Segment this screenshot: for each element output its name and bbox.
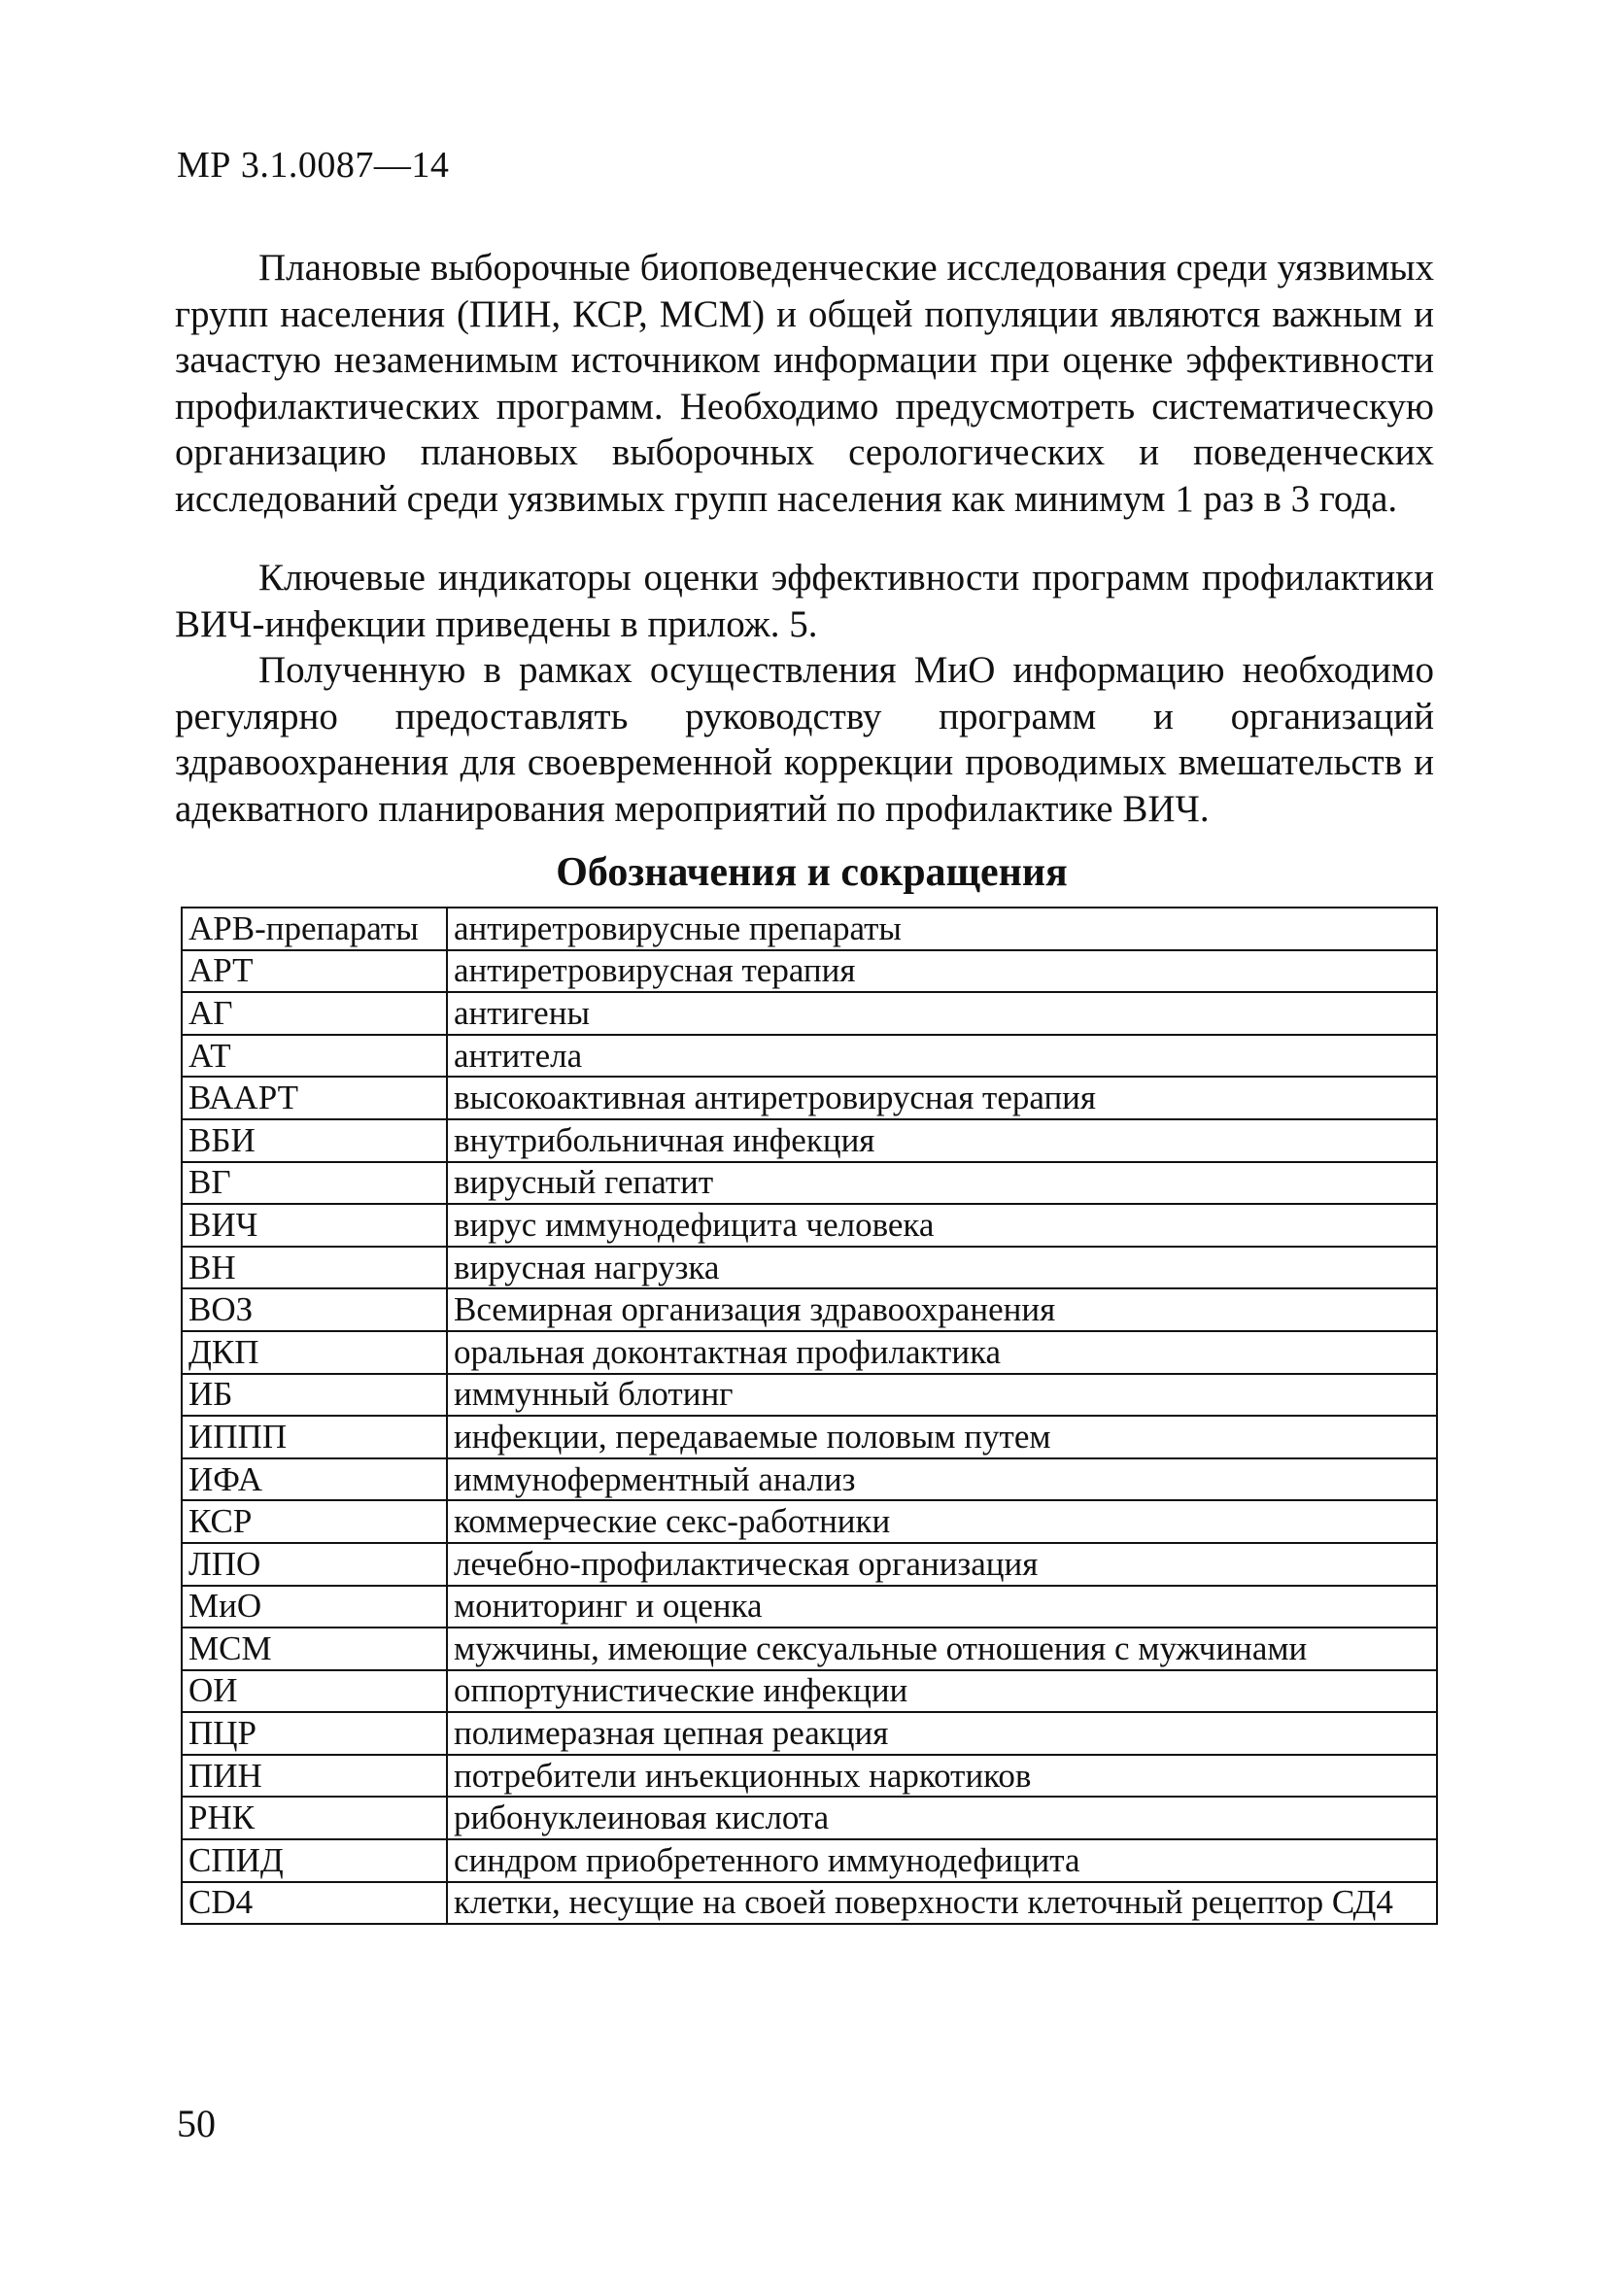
table-row (182, 1288, 1437, 1331)
abbreviation-term: ВИЧ (182, 1204, 447, 1247)
abbreviation-term: МСМ (182, 1628, 447, 1670)
abbreviation-definition: антиретровирусные препараты (447, 908, 1437, 950)
page-number: 50 (177, 2102, 216, 2145)
abbreviation-term: ВН (182, 1247, 447, 1289)
table-row (182, 1035, 1437, 1078)
table-row (182, 1119, 1437, 1162)
table-row (182, 992, 1437, 1035)
abbreviation-definition: рибонуклеиновая кислота (447, 1797, 1437, 1839)
abbreviation-term: ДКП (182, 1331, 447, 1374)
abbreviation-term: ОИ (182, 1670, 447, 1713)
paragraph-indicators: Ключевые индикаторы оценки эффективности программ профилактики ВИЧ-инфекции приведены в прилож. 5. (175, 557, 1434, 645)
table-row (182, 1458, 1437, 1501)
abbreviation-definition: лечебно-профилактическая организация (447, 1543, 1437, 1586)
abbreviation-definition: мужчины, имеющие сексуальные отношения с мужчинами (447, 1628, 1437, 1670)
abbreviation-definition: высокоактивная антиретровирусная терапия (447, 1077, 1437, 1119)
abbreviation-definition: синдром приобретенного иммунодефицита (447, 1839, 1437, 1882)
table-row (182, 1882, 1437, 1925)
abbreviation-definition: антигены (447, 992, 1437, 1035)
abbreviation-term: ВААРТ (182, 1077, 447, 1119)
abbreviation-term: ВГ (182, 1162, 447, 1205)
abbreviation-definition: клетки, несущие на своей поверхности клеточный рецептор СД4 (447, 1882, 1437, 1925)
abbreviation-term: ВОЗ (182, 1288, 447, 1331)
abbreviation-term: ЛПО (182, 1543, 447, 1586)
paragraph-reporting: Полученную в рамках осуществления МиО информацию необходимо регулярно предоставлять руководству программ и организаций здравоохранения для своевременной коррекции проводимых вмешательств и адекватного планирования мероприятий по профилактике ВИЧ. (175, 649, 1434, 830)
abbreviation-definition: вирус иммунодефицита человека (447, 1204, 1437, 1247)
abbreviation-definition: иммуноферментный анализ (447, 1458, 1437, 1501)
abbreviation-definition: Всемирная организация здравоохранения (447, 1288, 1437, 1331)
abbreviation-term: РНК (182, 1797, 447, 1839)
abbreviation-term: АТ (182, 1035, 447, 1078)
abbreviation-definition: мониторинг и оценка (447, 1586, 1437, 1628)
table-row (182, 1755, 1437, 1798)
table-row (182, 908, 1437, 950)
table-row (182, 1670, 1437, 1713)
table-row (182, 950, 1437, 993)
abbreviation-definition: иммунный блотинг (447, 1374, 1437, 1417)
table-row (182, 1162, 1437, 1205)
abbreviation-definition: потребители инъекционных наркотиков (447, 1755, 1437, 1798)
abbreviation-definition: инфекции, передаваемые половым путем (447, 1416, 1437, 1458)
abbreviations-table-body (182, 908, 1437, 1924)
table-row (182, 1586, 1437, 1628)
abbreviation-term: ПЦР (182, 1712, 447, 1755)
table-row (182, 1712, 1437, 1755)
abbreviation-definition: коммерческие секс-работники (447, 1500, 1437, 1543)
abbreviation-definition: антитела (447, 1035, 1437, 1078)
abbreviation-term: ВБИ (182, 1119, 447, 1162)
abbreviation-definition: оральная доконтактная профилактика (447, 1331, 1437, 1374)
abbreviation-definition: антиретровирусная терапия (447, 950, 1437, 993)
table-row (182, 1797, 1437, 1839)
table-row (182, 1839, 1437, 1882)
abbreviation-definition: оппортунистические инфекции (447, 1670, 1437, 1713)
abbreviation-term: МиО (182, 1586, 447, 1628)
table-row (182, 1543, 1437, 1586)
section-title: Обозначения и сокращения (556, 850, 1068, 895)
paragraph-surveys: Плановые выборочные биоповеденческие исследования среди уязвимых групп населения (ПИН, КСР, МСМ) и общей популяции являются важным и зачастую незаменимым источником информации при оценке эффективности профилактических программ. Необходимо предусмотреть систематическую организацию плановых выборочных серологических и поведенческих исследований среди уязвимых групп населения как минимум 1 раз в 3 года. (175, 247, 1434, 520)
table-row (182, 1247, 1437, 1289)
abbreviation-definition: вирусная нагрузка (447, 1247, 1437, 1289)
table-row (182, 1416, 1437, 1458)
abbreviation-term: ИППП (182, 1416, 447, 1458)
abbreviation-definition: вирусный гепатит (447, 1162, 1437, 1205)
abbreviation-term: ПИН (182, 1755, 447, 1798)
table-row (182, 1500, 1437, 1543)
table-row (182, 1204, 1437, 1247)
abbreviation-term: СПИД (182, 1839, 447, 1882)
abbreviation-term: ИФА (182, 1458, 447, 1501)
abbreviation-definition: внутрибольничная инфекция (447, 1119, 1437, 1162)
abbreviation-term: КСР (182, 1500, 447, 1543)
table-row (182, 1077, 1437, 1119)
abbreviations-table (181, 907, 1438, 1925)
abbreviation-term: АРВ-препараты (182, 908, 447, 950)
doc-code: МР 3.1.0087—14 (177, 145, 450, 186)
table-row (182, 1331, 1437, 1374)
abbreviation-term: АГ (182, 992, 447, 1035)
abbreviation-term: ИБ (182, 1374, 447, 1417)
table-row (182, 1374, 1437, 1417)
abbreviation-term: CD4 (182, 1882, 447, 1925)
table-row (182, 1628, 1437, 1670)
abbreviation-term: АРТ (182, 950, 447, 993)
abbreviation-definition: полимеразная цепная реакция (447, 1712, 1437, 1755)
